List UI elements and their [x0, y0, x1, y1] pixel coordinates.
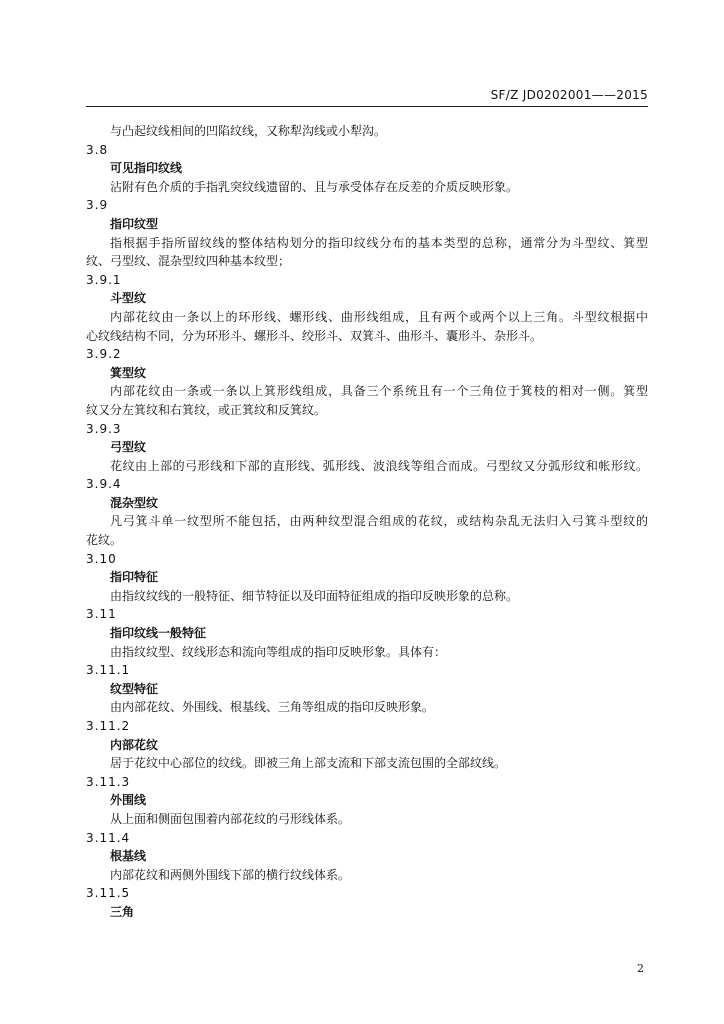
clause-number: 3.11.3 — [86, 774, 131, 789]
clause-number: 3.11 — [86, 607, 117, 622]
term-heading: 外围线 — [110, 793, 147, 808]
term-heading: 斗型纹 — [110, 291, 147, 306]
clause-number: 3.9.4 — [86, 477, 122, 492]
header-rule — [86, 106, 648, 107]
paragraph-continuation: 纹又分左箕纹和右箕纹，或正箕纹和反箕纹。 — [86, 402, 327, 417]
paragraph-line: 由内部花纹、外围线、根基线、三角等组成的指印反映形象。 — [110, 700, 435, 715]
page-number: 2 — [637, 962, 644, 975]
term-heading: 根基线 — [110, 849, 147, 864]
paragraph-line: 花纹由上部的弓形线和下部的直形线、弧形线、波浪线等组合而成。弓型纹又分弧形纹和帐形纹。 — [110, 458, 648, 473]
term-heading: 指印特征 — [110, 570, 159, 585]
clause-number: 3.10 — [86, 551, 117, 566]
document-code-header: SF/Z JD0202001——2015 — [490, 88, 648, 102]
paragraph-continuation: 花纹。 — [86, 533, 123, 548]
paragraph-line: 与凸起纹线相间的凹陷纹线，又称犁沟线或小犁沟。 — [110, 124, 387, 138]
clause-number: 3.11.4 — [86, 830, 131, 845]
term-heading: 指印纹线一般特征 — [110, 626, 207, 641]
term-heading: 弓型纹 — [110, 440, 147, 455]
paragraph-line: 内部花纹由一条或一条以上箕形线组成，具备三个系统且有一个三角位于箕枝的相对一侧。箕型 — [110, 384, 648, 399]
paragraph-line: 从上面和侧面包围着内部花纹的弓形线体系。 — [110, 811, 351, 826]
clause-number: 3.11.5 — [86, 886, 131, 901]
term-heading: 可见指印纹线 — [110, 161, 183, 176]
clause-number: 3.11.2 — [86, 719, 131, 733]
term-heading: 指印纹型 — [110, 216, 159, 231]
clause-number: 3.9.3 — [86, 421, 122, 436]
paragraph-line: 凡弓箕斗单一纹型所不能包括，由两种纹型混合组成的花纹，或结构杂乱无法归入弓箕斗型纹的 — [110, 514, 648, 529]
paragraph-continuation: 纹、弓型纹、混杂型纹四种基本纹型； — [86, 254, 291, 269]
paragraph-line: 指根据手指所留纹线的整体结构划分的指印纹线分布的基本类型的总称，通常分为斗型纹、箕型 — [110, 235, 648, 250]
paragraph-line: 居于花纹中心部位的纹线。即被三角上部支流和下部支流包围的全部纹线。 — [110, 756, 507, 771]
term-heading: 混杂型纹 — [110, 495, 159, 510]
clause-number: 3.9.1 — [86, 272, 122, 287]
paragraph-continuation: 心纹线结构不同，分为环形斗、螺形斗、绞形斗、双箕斗、曲形斗、囊形斗、杂形斗。 — [86, 328, 543, 343]
paragraph-line: 内部花纹由一条以上的环形线、螺形线、曲形线组成，且有两个或两个以上三角。斗型纹根据中 — [110, 309, 648, 324]
paragraph-line: 沾附有色介质的手指乳突纹线遗留的、且与承受体存在反差的介质反映形象。 — [110, 179, 519, 194]
term-heading: 内部花纹 — [110, 737, 159, 752]
paragraph-line: 内部花纹和两侧外围线下部的横行纹线体系。 — [110, 867, 351, 882]
clause-number: 3.8 — [86, 142, 109, 157]
clause-number: 3.9 — [86, 198, 109, 213]
term-heading: 纹型特征 — [110, 681, 159, 696]
paragraph-line: 由指纹纹型、纹线形态和流向等组成的指印反映形象。具体有： — [110, 644, 447, 659]
paragraph-line: 由指纹纹线的一般特征、细节特征以及印面特征组成的指印反映形象的总称。 — [110, 588, 519, 603]
term-heading: 箕型纹 — [110, 365, 147, 380]
clause-number: 3.11.1 — [86, 663, 131, 678]
clause-number: 3.9.2 — [86, 347, 122, 362]
term-heading: 三角 — [110, 904, 135, 919]
document-body — [86, 122, 648, 922]
